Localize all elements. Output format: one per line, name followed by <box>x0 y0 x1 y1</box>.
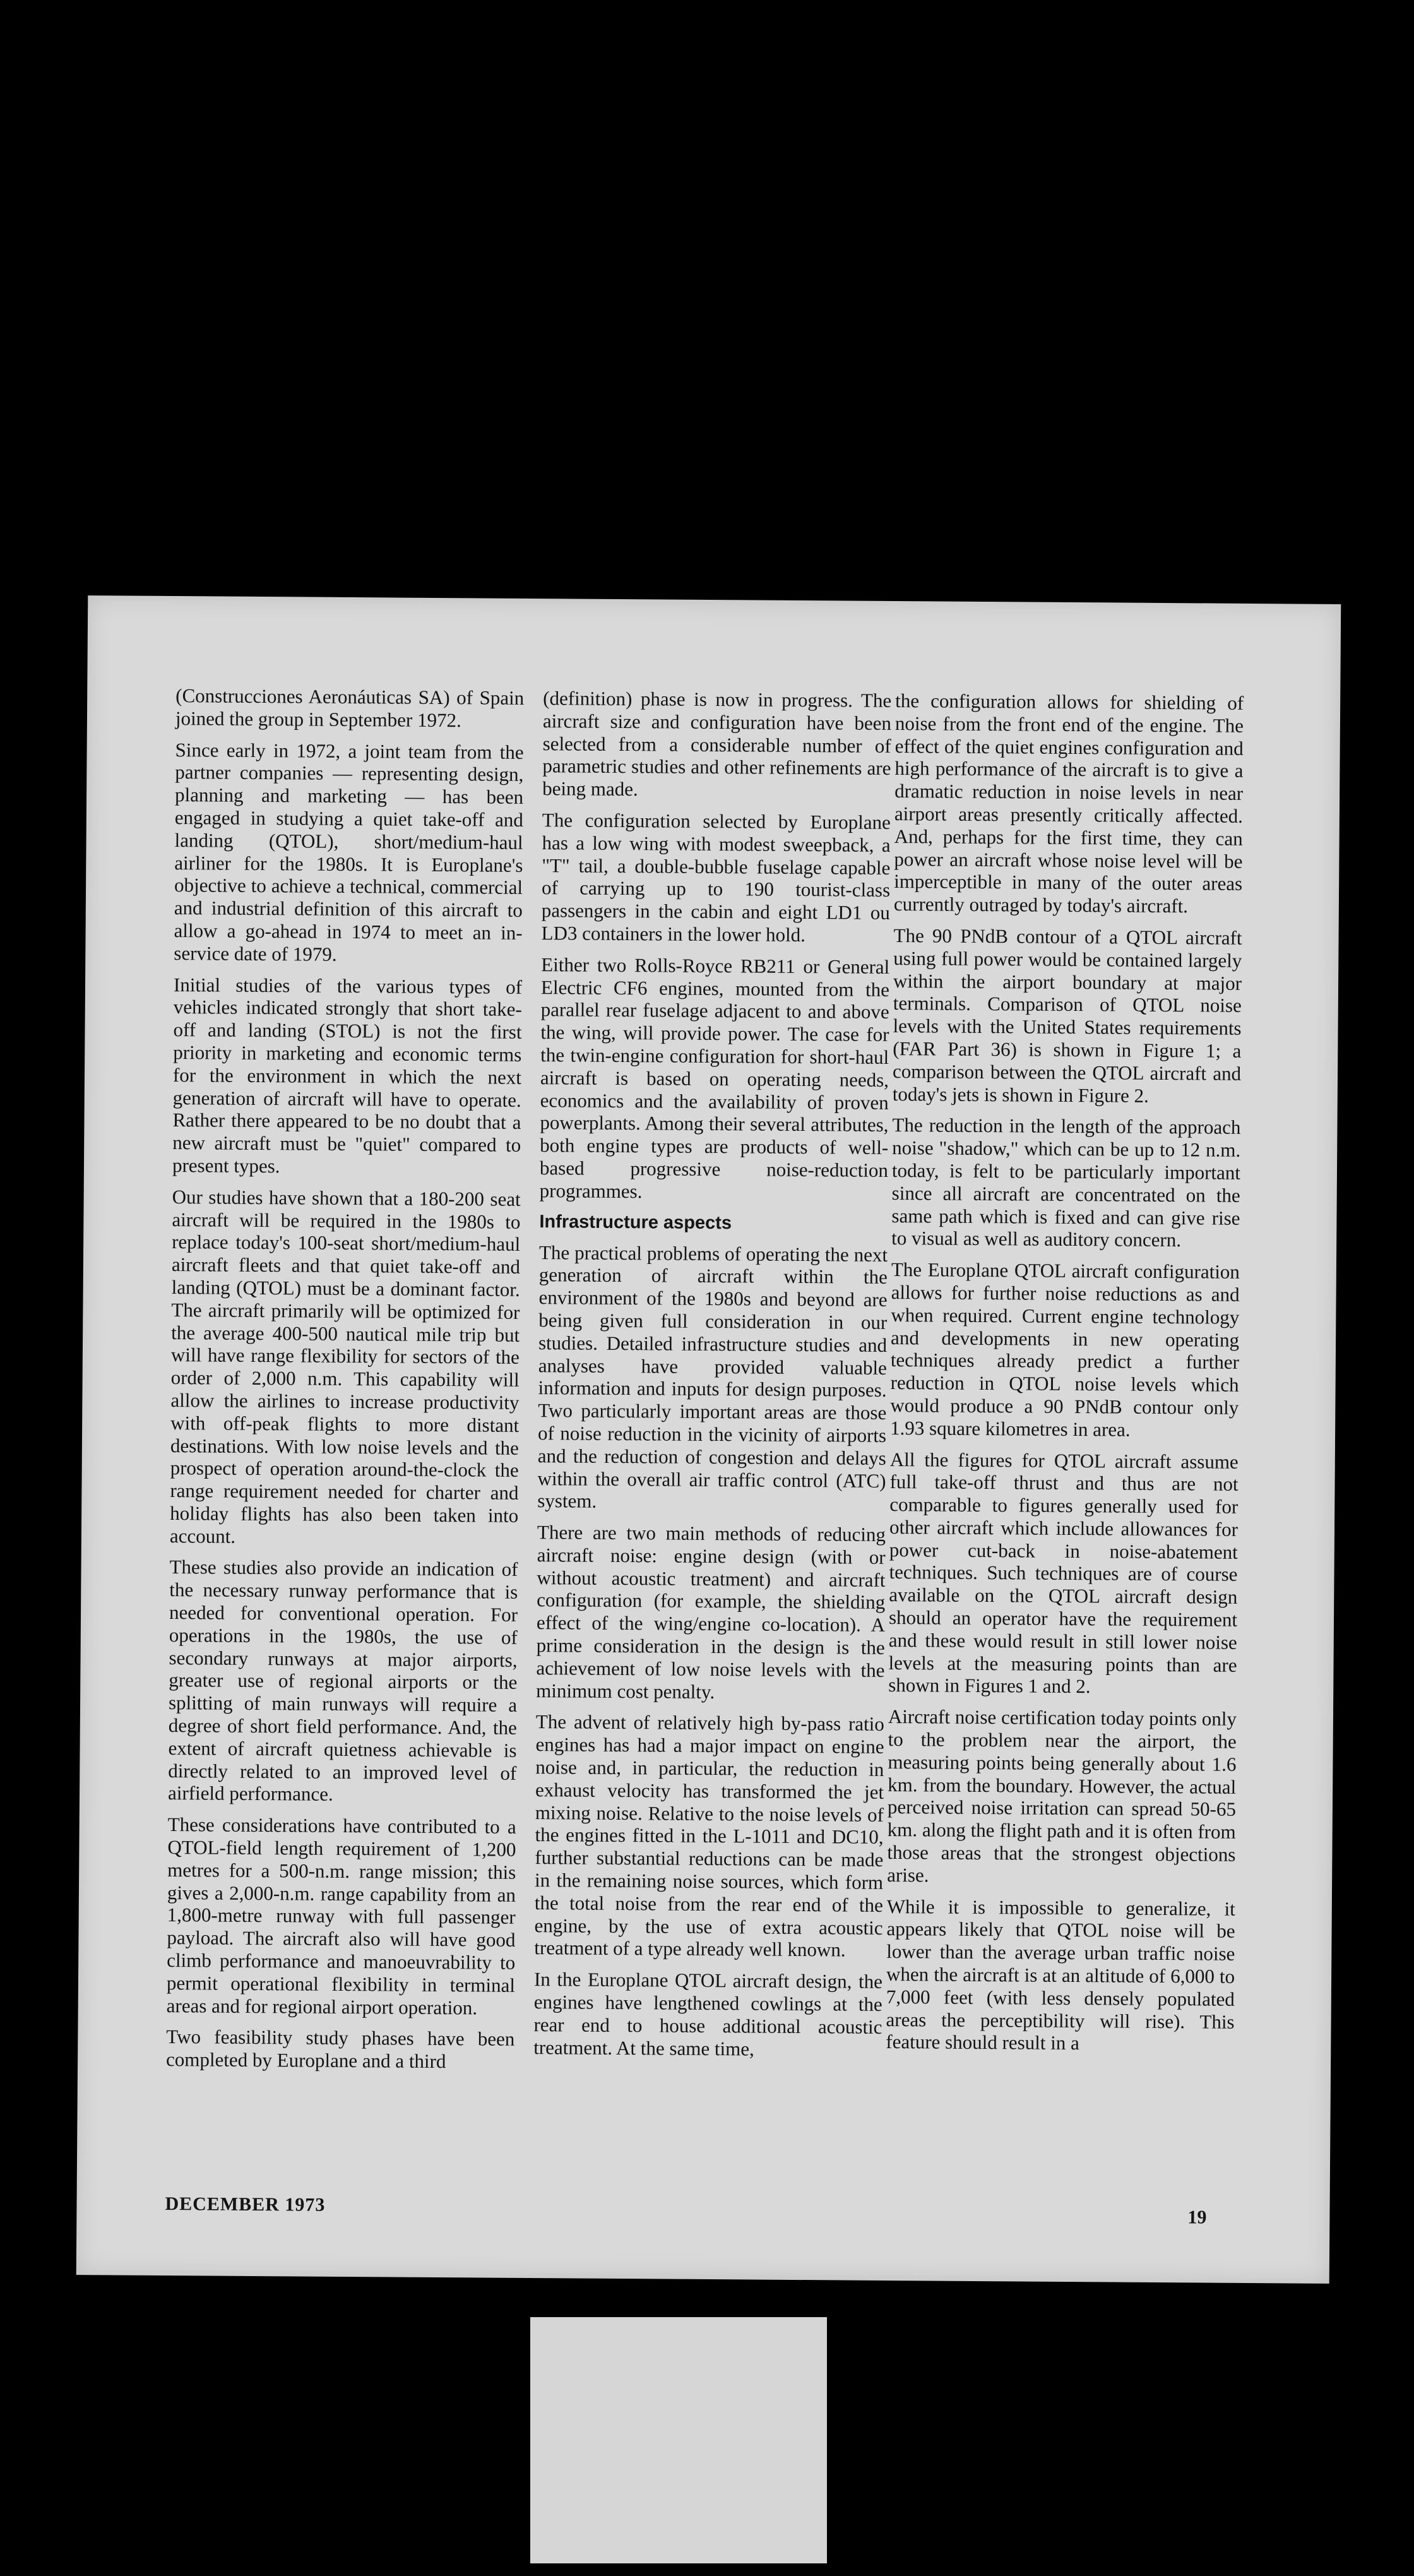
paragraph: The Europlane QTOL aircraft configuration allows for further noise reductions as and when required. Current engine technology and developments in new operating techniques already predict a further reduction in QTOL noise levels which would produce a 90 PNdB contour only 1.93 square kilometres in area. <box>890 1258 1240 1441</box>
paragraph: Either two Rolls-Royce RB211 or General Electric CF6 engines, mounted from the parallel rear fuselage adjacent to and above the wing, will provide power. The case for the twin-engine configuration for short-haul aircraft is based on operating needs, economics and the availability of proven powerplants. Among their several attributes, both engine types are products of well-based progressive noise-reduction programmes. <box>539 953 890 1202</box>
paragraph: The configuration selected by Europlane has a low wing with modest sweepback, a "T" tail, a double-bubble fuselage capable of carrying up to 190 tourist-class passengers in the cabin and eight LD1 ou LD3 containers in the lower hold. <box>541 809 891 946</box>
paragraph: Since early in 1972, a joint team from the partner companies — representing design, planning and marketing — has been engaged in studying a quiet take-off and landing (QTOL), short/medium-haul airliner for the 1980s. It is Europlane's objective to achieve a technical, commercial and industrial definition of this aircraft to allow a go-ahead in 1974 to meet an in-service date of 1979. <box>174 738 524 965</box>
next-page-edge <box>530 2317 827 2563</box>
paragraph: The 90 PNdB contour of a QTOL aircraft using full power would be contained largely within the airport boundary at major terminals. Comparison of QTOL noise levels with the United States requirements (FAR Part 36) is shown in Figure 1; a comparison between the QTOL aircraft and today's jets is shown in Figure 2. <box>892 924 1242 1107</box>
section-heading: Infrastructure aspects <box>539 1211 732 1233</box>
paragraph: All the figures for QTOL aircraft assume full take-off thrust and thus are not comparable to figures generally used for other aircraft which include allowances for power cut-back in noise-abatement techniques. Such techniques are of course available on the QTOL aircraft design should an operator have the requirement and these would result in still lower noise levels at the measuring points than are shown in Figures 1 and 2. <box>888 1448 1239 1698</box>
paragraph: (Construcciones Aeronáuticas SA) of Spain joined the group in September 1972. <box>175 684 525 732</box>
paragraph: Our studies have shown that a 180-200 seat aircraft will be required in the 1980s to replace today's 100-seat short/medium-haul aircraft fleets and that quiet take-off and landing (QTOL) must be a dominant factor. The aircraft primarily will be optimized for the average 400-500 nautical mile trip but will have range flexibility for sectors of the order of 2,000 n.m. This capability will allow the airlines to increase productivity with off-peak flights to more distant destinations. With low noise levels and the prospect of operation around-the-clock the range requirement needed for charter and holiday flights has also been taken into account. <box>169 1185 521 1547</box>
paragraph: These considerations have contributed to a QTOL-field length requirement of 1,200 metres for a 500-n.m. range mission; this gives a 2,000-n.m. range capability from an 1,800-metre runway with full passenger payload. The aircraft also will have good climb performance and manoeuvrability to permit operational flexibility in terminal areas and for regional airport operation. <box>166 1813 516 2019</box>
paragraph: In the Europlane QTOL aircraft design, the engines have lengthened cowlings at the rear end to house additional acoustic treatment. At the same time, <box>533 1968 883 2060</box>
paragraph: Aircraft noise certification today points only to the problem near the airport, the measuring points being generally about 1.6 km. from the boundary. However, the actual perceived noise irritation can spread 50-65 km. along the flight path and it is often from those areas that the strongest objections arise. <box>887 1705 1237 1887</box>
paragraph: The practical problems of operating the next generation of aircraft within the environment of the 1980s and beyond are being given full consideration in our studies. Detailed infrastructure studies and analyses have provided valuable information and inputs for design purposes. Two particularly important areas are those of noise reduction in the vicinity of airports and the reduction of congestion and delays within the overall air traffic control (ATC) system. <box>537 1241 888 1513</box>
paragraph: Two feasibility study phases have been completed by Europlane and a third <box>166 2025 515 2073</box>
paragraph: These studies also provide an indication of the necessary runway performance that is needed for conventional operation. For operations in the 1980s, the use of secondary runways at major airports, greater use of regional airports or the splitting of main runways will require a degree of short field performance. And, the extent of aircraft quietness achievable is directly related to an improved level of airfield performance. <box>167 1556 518 1806</box>
paragraph: Initial studies of the various types of vehicles indicated strongly that short take-off and landing (STOL) is not the first priority in marketing and economic terms for the environment in which the next generation of aircraft will have to operate. Rather there appeared to be no doubt that a new aircraft must be "quiet" compared to present types. <box>172 973 523 1178</box>
paragraph: the configuration allows for shielding of noise from the front end of the engine. The effect of the quiet engines configuration and high performance of the aircraft is to give a dramatic reduction in noise levels in near airport areas presently critically affected. And, perhaps for the first time, they can power an aircraft whose noise level will be imperceptible in many of the outer areas currently outraged by today's aircraft. <box>893 689 1244 917</box>
paragraph: The advent of relatively high by-pass ratio engines has had a major impact on engine noise and, in particular, the reduction in exhaust velocity has transformed the jet mixing noise. Relative to the noise levels of the engines fitted in the L-1011 and DC10, further substantial reductions can be made in the remaining noise sources, which form the total noise from the rear end of the engine, by the use of extra acoustic treatment of a type already well known. <box>534 1710 884 1961</box>
paragraph: The reduction in the length of the approach noise "shadow," which can be up to 12 n.m. today, is felt to be particularly important since all aircraft are concentrated on the same path which is fixed and can give rise to visual as well as auditory concern. <box>891 1114 1241 1251</box>
paragraph: While it is impossible to generalize, it appears likely that QTOL noise will be lower than the average urban traffic noise when the aircraft is at an altitude of 6,000 to 7,000 feet (with less densely populated areas the perceptibility will rise). This feature should result in a <box>886 1895 1235 2054</box>
document-page <box>76 595 1341 2284</box>
text-column-2 <box>533 687 891 2070</box>
text-column-3 <box>886 689 1244 2065</box>
paragraph: There are two main methods of reducing aircraft noise: engine design (with or without acoustic treatment) and aircraft configuration (for example, the shielding effect of the wing/engine co-location). A prime consideration in the design is the achievement of low noise levels with the minimum cost penalty. <box>536 1521 886 1703</box>
paragraph: (definition) phase is now in progress. The aircraft size and configuration have been selected from a considerable number of parametric studies and other refinements are being made. <box>542 687 892 801</box>
text-column-1 <box>166 684 524 2082</box>
page-number: 19 <box>1187 2207 1207 2228</box>
footer-date: DECEMBER 1973 <box>165 2193 326 2215</box>
